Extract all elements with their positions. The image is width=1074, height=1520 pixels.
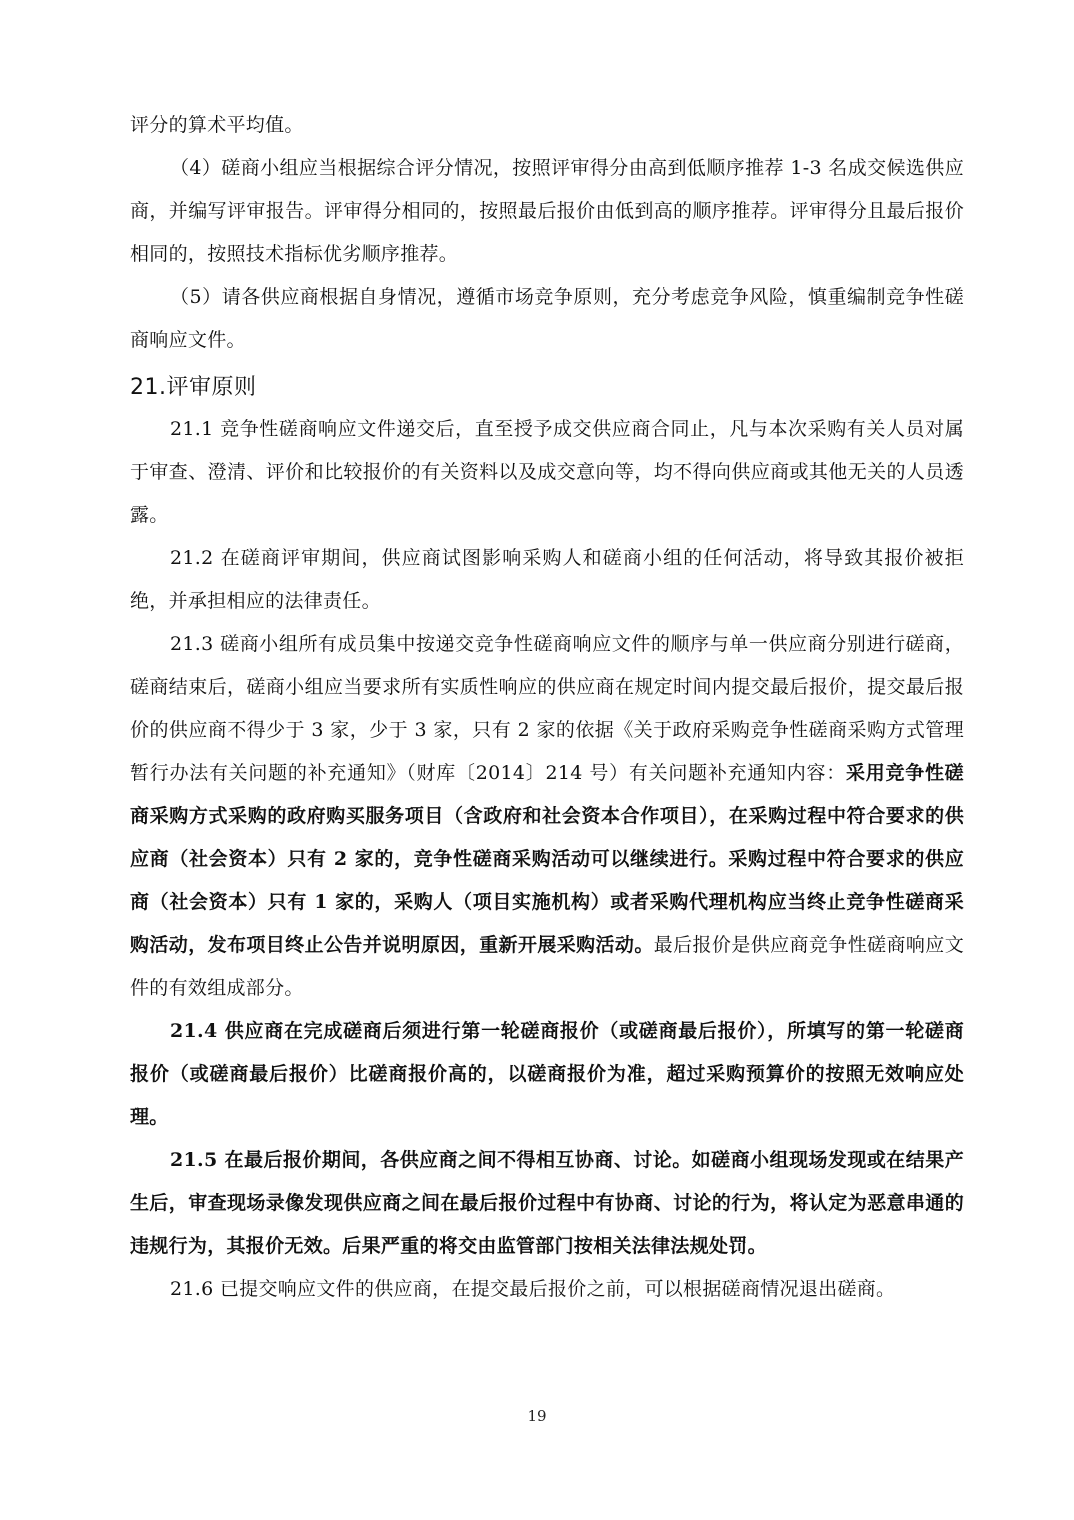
paragraph-21-4: 21.4 供应商在完成磋商后须进行第一轮磋商报价（或磋商最后报价），所填写的第一轮磋商报价（或磋商最后报价）比磋商报价高的，以磋商报价为准，超过采购预算价的按照无效响应处理。 [130,1020,964,1128]
section-heading: 21.评审原则 [130,375,257,400]
paragraph-21-3-bold-text: 采用竞争性磋商采购方式采购的政府购买服务项目（含政府和社会资本合作项目），在采购过程中符合要求的供应商（社会资本）只有 2 家的，竞争性磋商采购活动可以继续进行。采购过程中符合要求的供应商（社会资本）只有 1 家的，采购人（项目实施机构）或者采购代理机构应当终止竞争性磋商采购活动，发布项目终止公告并说明原因，重新开展采购活动。 [130,762,964,956]
paragraph-continuation: 评分的算术平均值。 [130,114,304,136]
paragraph-21-3 [130,623,964,1010]
paragraph-21-3-text: 21.3 磋商小组所有成员集中按递交竞争性磋商响应文件的顺序与单一供应商分别进行磋商，磋商结束后，磋商小组应当要求所有实质性响应的供应商在规定时间内提交最后报价，提交最后报价的供应商不得少于 3 家，少于 3 家，只有 2 家的依据《关于政府采购竞争性磋商采购方式管理暂行办法有关问题的补充通知》（财库〔2014〕214 号）有关问题补充通知内容： [130,633,964,784]
paragraph-item-5: （5）请各供应商根据自身情况，遵循市场竞争原则，充分考虑竞争风险，慎重编制竞争性磋商响应文件。 [130,286,964,351]
paragraph-item-4: （4）磋商小组应当根据综合评分情况，按照评审得分由高到低顺序推荐 1-3 名成交候选供应商，并编写评审报告。评审得分相同的，按照最后报价由低到高的顺序推荐。评审得分且最后报价相同的，按照技术指标优劣顺序推荐。 [130,157,964,265]
paragraph-21-1: 21.1 竞争性磋商响应文件递交后，直至授予成交供应商合同止，凡与本次采购有关人员对属于审查、澄清、评价和比较报价的有关资料以及成交意向等，均不得向供应商或其他无关的人员透露。 [130,418,964,526]
paragraph-21-3-tail-text: 最后报价是供应商竞争性磋商响应文件的有效组成部分。 [130,934,964,999]
page-number: 19 [527,1407,547,1425]
paragraph-21-2: 21.2 在磋商评审期间，供应商试图影响采购人和磋商小组的任何活动，将导致其报价被拒绝，并承担相应的法律责任。 [130,547,964,612]
paragraph-21-6: 21.6 已提交响应文件的供应商，在提交最后报价之前，可以根据磋商情况退出磋商。 [170,1278,896,1300]
paragraph-21-5: 21.5 在最后报价期间，各供应商之间不得相互协商、讨论。如磋商小组现场发现或在结果产生后，审查现场录像发现供应商之间在最后报价过程中有协商、讨论的行为，将认定为恶意串通的违规行为，其报价无效。后果严重的将交由监管部门按相关法律法规处罚。 [130,1149,964,1257]
document-body [130,104,964,1311]
